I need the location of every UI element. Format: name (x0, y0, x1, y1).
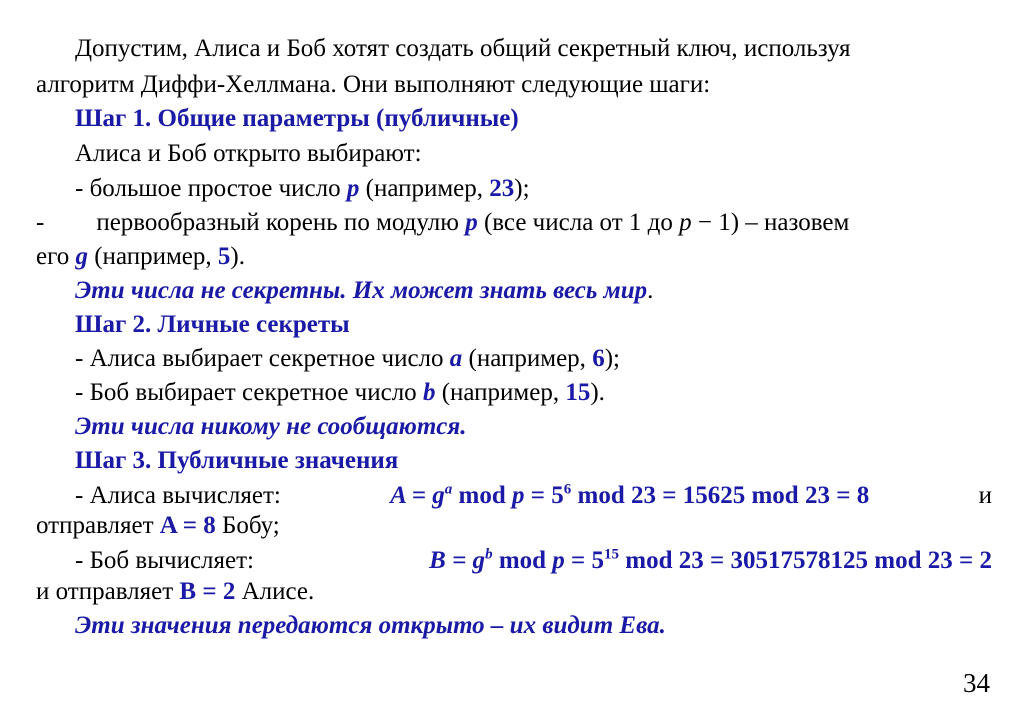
sup-b: b (485, 546, 493, 563)
sup-15: 15 (604, 546, 620, 563)
var-p-bob: p (552, 547, 565, 574)
alice-end: ); (604, 345, 620, 372)
bob-send-post: Алисе. (235, 578, 315, 605)
step3-heading: Шаг 3. Публичные значения (75, 447, 399, 474)
step2-note: Эти числа никому не сообщаются. (75, 413, 467, 440)
var-B: B (429, 547, 446, 574)
alice-and: и (978, 482, 992, 509)
root-prefix: первообразный корень по модулю (96, 209, 466, 236)
alice-eq5: = 5 (524, 482, 564, 509)
bob-formula (429, 546, 992, 576)
intro-line-2: алгоритм Диффи-Хеллмана. Они выполняют следующие шаги: (36, 71, 711, 98)
alice-mid: (например, (462, 345, 593, 372)
step1-heading: Шаг 1. Общие параметры (публичные) (75, 105, 519, 132)
alice-formula (390, 481, 869, 511)
alice-mod: mod (452, 482, 512, 509)
alice-eq-g: = g (405, 482, 445, 509)
root-dash: - (36, 209, 45, 236)
sup-6: 6 (563, 481, 572, 498)
bob-mod: mod (492, 547, 553, 574)
intro-line-1: Допустим, Алиса и Боб хотят создать общий секретный ключ, используя (75, 35, 851, 62)
var-p-range: p (679, 209, 692, 236)
step3-alice-line-2 (36, 511, 992, 541)
bob-eq5: = 5 (564, 547, 605, 574)
var-p-root: p (465, 209, 478, 236)
bob-prefix: - Боб выбирает секретное число (75, 379, 423, 406)
var-p: p (346, 175, 360, 202)
alice-send-value: A = 8 (159, 512, 216, 539)
g-value: 5 (217, 243, 231, 270)
step1-prime-line (75, 174, 530, 204)
alice-prefix: - Алиса выбирает секретное число (75, 345, 450, 372)
prime-prefix: - большое простое число (75, 175, 347, 202)
root-l2-mid: (например, (87, 243, 218, 270)
bob-eq-g: = g (445, 547, 486, 574)
var-A: A (390, 482, 406, 509)
step1-open-choose: Алиса и Боб открыто выбирают: (75, 140, 422, 167)
root-end: − 1) – назовем (691, 209, 850, 236)
var-b: b (422, 379, 436, 406)
step2-heading: Шаг 2. Личные секреты (75, 311, 350, 338)
bob-rest: mod 23 = 30517578125 mod 23 = 2 (619, 547, 992, 574)
var-p-alice: p (512, 482, 525, 509)
step3-note: Эти значения передаются открыто – их видит Ева. (75, 612, 666, 639)
root-l2-prefix: его (36, 243, 76, 270)
var-a: a (449, 345, 463, 372)
step1-root-line-2 (36, 242, 992, 272)
prime-mid: (например, (359, 175, 490, 202)
step1-note (75, 276, 653, 306)
root-l2-end: ). (230, 243, 245, 270)
alice-calc-prefix: - Алиса вычисляет: (75, 482, 281, 509)
root-mid: (все числа от 1 до (477, 209, 680, 236)
b-value: 15 (565, 379, 591, 406)
prime-value: 23 (489, 175, 515, 202)
step3-alice-line-1 (75, 481, 992, 511)
alice-send-prefix: отправляет (36, 512, 160, 539)
alice-rest: mod 23 = 15625 mod 23 = 8 (571, 482, 870, 509)
bob-calc-prefix: - Боб вычисляет: (75, 547, 254, 574)
a-value: 6 (592, 345, 605, 372)
step1-root-line-1 (36, 208, 992, 238)
bob-mid: (например, (435, 379, 566, 406)
bob-send-prefix: и отправляет (36, 578, 180, 605)
step1-note-dot: . (647, 277, 654, 304)
bob-end: ). (590, 379, 605, 406)
step1-note-text: Эти числа не секретны. Их может знать весь мир (75, 277, 648, 304)
step2-alice-line (75, 344, 620, 374)
bob-send-value: B = 2 (179, 578, 236, 605)
sup-a: a (444, 481, 453, 498)
step3-bob-line-2 (36, 577, 992, 607)
alice-send-post: Бобу; (215, 512, 280, 539)
step2-bob-line (75, 378, 605, 408)
page-number: 34 (963, 668, 990, 698)
var-g: g (75, 243, 88, 270)
step3-bob-line-1 (75, 546, 992, 576)
prime-end: ); (514, 175, 530, 202)
